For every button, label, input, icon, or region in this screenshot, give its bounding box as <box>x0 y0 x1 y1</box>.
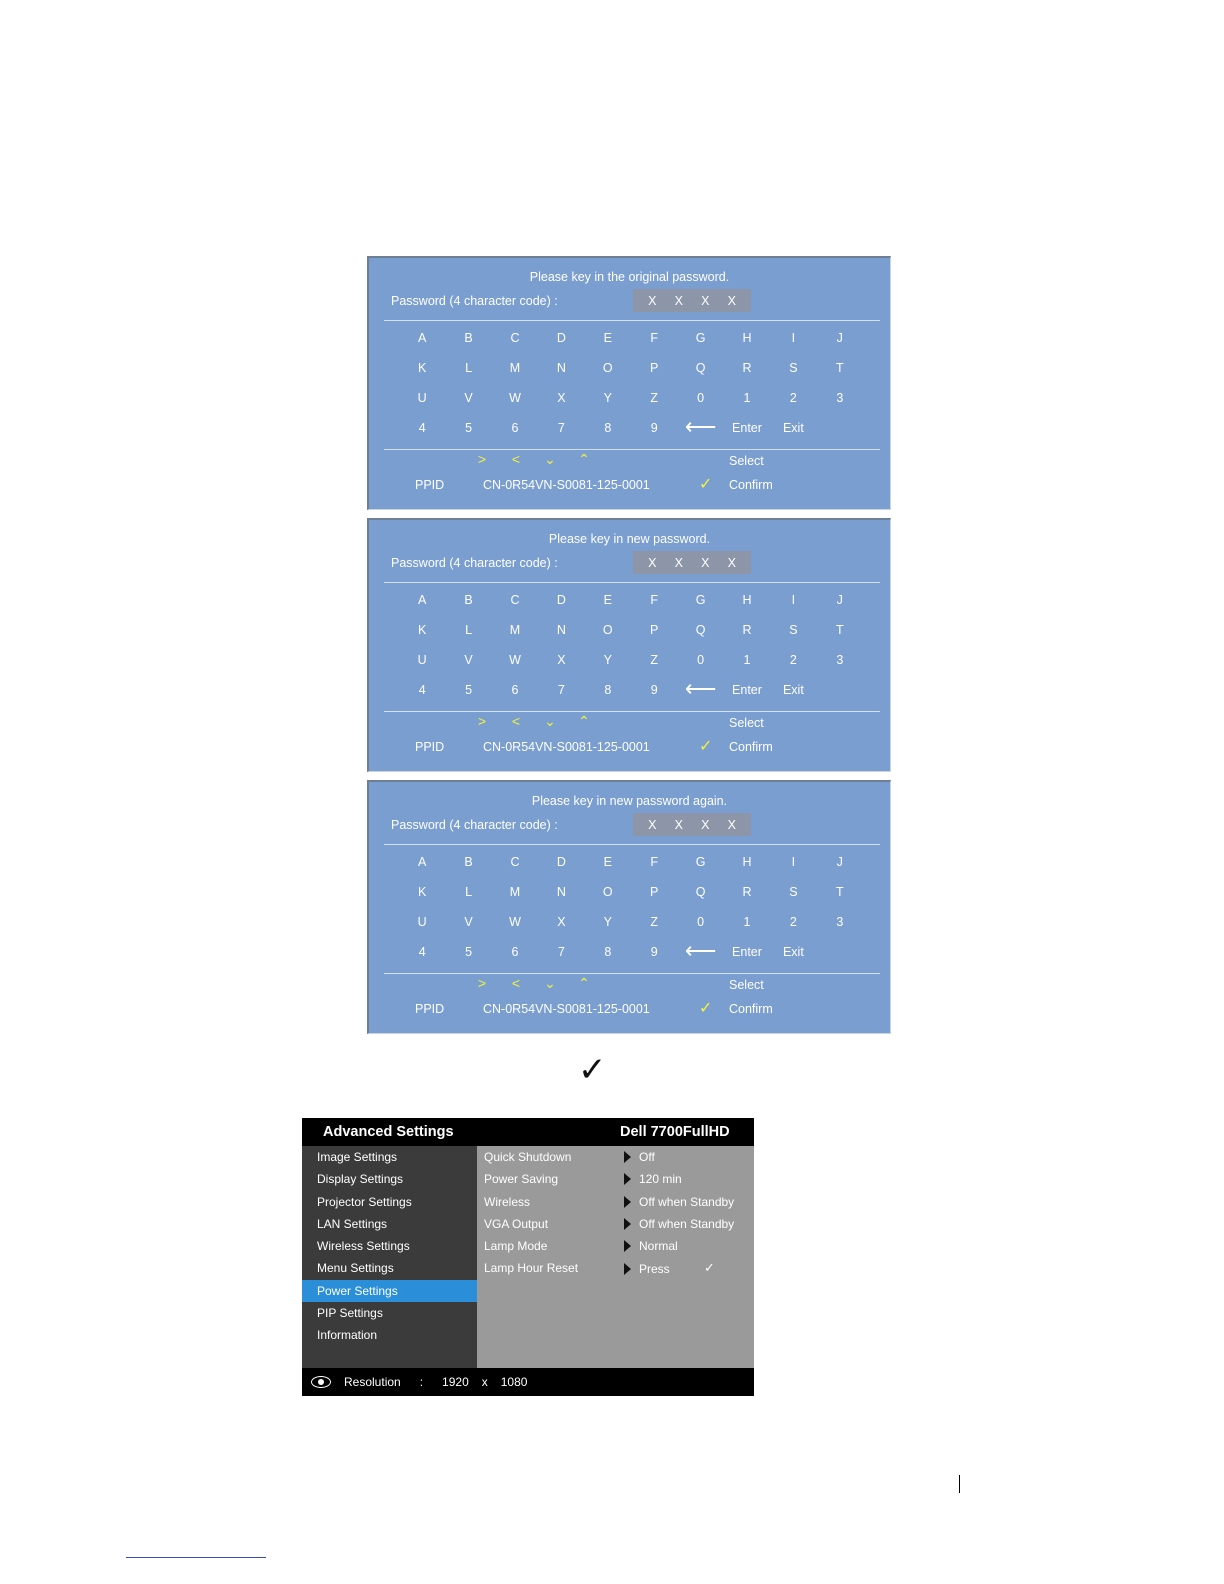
key-9[interactable]: 9 <box>650 945 658 959</box>
ppid-value: CN-0R54VN-S0081-125-0001 <box>483 740 650 754</box>
key-o[interactable]: O <box>602 885 613 899</box>
key-m[interactable]: M <box>509 361 521 375</box>
setting-value-text: Off when Standby <box>639 1194 735 1209</box>
key-b[interactable]: B <box>464 855 473 869</box>
nav-icons <box>474 451 592 468</box>
key-v[interactable]: V <box>464 653 473 667</box>
resolution-separator: : <box>419 1375 424 1389</box>
setting-value-text: Off when Standby <box>639 1217 735 1232</box>
key-j[interactable]: J <box>836 331 843 345</box>
key-d[interactable]: D <box>556 855 566 869</box>
key-x[interactable]: X <box>557 653 566 667</box>
key-b[interactable]: B <box>464 331 473 345</box>
up-arrow-icon: ⌃ <box>578 451 590 467</box>
key-y[interactable]: Y <box>603 653 612 667</box>
key-u[interactable]: U <box>417 915 427 929</box>
ppid-label: PPID <box>415 740 445 754</box>
key-1[interactable]: 1 <box>743 653 751 667</box>
dialog-title: Please key in new password again. <box>531 794 728 808</box>
key-0[interactable]: 0 <box>697 915 705 929</box>
key-f[interactable]: F <box>650 331 659 345</box>
osd-values-list <box>624 1146 754 1280</box>
play-arrow-icon <box>624 1196 631 1208</box>
play-arrow-icon <box>624 1151 631 1163</box>
key-7[interactable]: 7 <box>557 683 565 697</box>
key-2[interactable]: 2 <box>789 391 797 405</box>
key-c[interactable]: C <box>510 593 520 607</box>
check-icon: ✓ <box>699 1000 713 1017</box>
key-e[interactable]: E <box>603 593 612 607</box>
key-g[interactable]: G <box>695 593 706 607</box>
key-4[interactable]: 4 <box>418 683 426 697</box>
key-7[interactable]: 7 <box>557 421 565 435</box>
key-enter[interactable]: Enter <box>732 683 762 697</box>
setting-value-text: Off <box>639 1150 655 1165</box>
key-t[interactable]: T <box>835 361 844 375</box>
select-label: Select <box>729 716 764 730</box>
key-3[interactable]: 3 <box>836 653 844 667</box>
key-n[interactable]: N <box>556 885 566 899</box>
key-y[interactable]: Y <box>603 391 612 405</box>
key-enter[interactable]: Enter <box>732 945 762 959</box>
up-arrow-icon: ⌃ <box>578 713 590 729</box>
divider <box>384 449 880 450</box>
key-p[interactable]: P <box>650 361 659 375</box>
keyboard-grid <box>399 590 863 710</box>
menu-item-pip-settings[interactable]: PIP Settings <box>317 1306 383 1321</box>
key-exit[interactable]: Exit <box>782 683 804 697</box>
resolution-width: 1920 <box>442 1375 469 1389</box>
key-5[interactable]: 5 <box>465 421 473 435</box>
play-arrow-icon <box>624 1218 631 1230</box>
password-char: X <box>727 817 736 832</box>
menu-item-lan-settings[interactable]: LAN Settings <box>317 1216 388 1231</box>
key-4[interactable]: 4 <box>418 421 426 435</box>
menu-item-menu-settings[interactable]: Menu Settings <box>317 1261 394 1276</box>
key-6[interactable]: 6 <box>511 421 519 435</box>
setting-value[interactable] <box>624 1191 754 1213</box>
key-7[interactable]: 7 <box>557 945 565 959</box>
ppid-label: PPID <box>415 1002 445 1016</box>
ppid-value: CN-0R54VN-S0081-125-0001 <box>483 478 650 492</box>
setting-value[interactable] <box>624 1146 754 1168</box>
password-field[interactable] <box>633 289 751 312</box>
left-arrow-icon: < <box>511 713 521 729</box>
menu-item-image-settings[interactable]: Image Settings <box>317 1150 398 1164</box>
key-k[interactable]: K <box>418 623 427 637</box>
key-d[interactable]: D <box>556 593 566 607</box>
menu-item-display-settings[interactable]: Display Settings <box>317 1172 404 1187</box>
osd-footer <box>302 1368 754 1396</box>
key-0[interactable]: 0 <box>697 391 705 405</box>
password-char: X <box>648 293 657 308</box>
backspace-key[interactable]: ⟵ <box>684 938 717 963</box>
key-2[interactable]: 2 <box>789 915 797 929</box>
key-g[interactable]: G <box>695 855 706 869</box>
key-f[interactable]: F <box>650 593 659 607</box>
check-icon: ✓ <box>578 1050 607 1090</box>
divider <box>384 711 880 712</box>
setting-value-text: Normal <box>639 1239 678 1254</box>
password-label: Password (4 character code) : <box>391 294 558 308</box>
key-u[interactable]: U <box>417 391 427 405</box>
key-k[interactable]: K <box>418 361 427 375</box>
key-3[interactable]: 3 <box>836 391 844 405</box>
menu-item-projector-settings[interactable]: Projector Settings <box>317 1194 412 1209</box>
setting-value[interactable] <box>624 1168 754 1190</box>
key-z[interactable]: Z <box>650 653 659 667</box>
key-x[interactable]: X <box>557 391 566 405</box>
dialog-title: Please key in new password. <box>548 532 711 546</box>
key-9[interactable]: 9 <box>650 683 658 697</box>
key-l[interactable]: L <box>465 885 473 899</box>
advanced-settings-osd <box>302 1118 754 1396</box>
key-c[interactable]: C <box>510 855 520 869</box>
check-icon: ✓ <box>699 476 713 493</box>
confirm-label: Confirm <box>729 478 773 492</box>
confirm-label: Confirm <box>729 740 773 754</box>
play-arrow-icon <box>624 1240 631 1252</box>
password-char: X <box>674 555 683 570</box>
password-dialog <box>367 256 891 510</box>
key-2[interactable]: 2 <box>789 653 797 667</box>
divider <box>384 844 880 845</box>
key-h[interactable]: H <box>742 593 752 607</box>
menu-item-wireless-settings[interactable]: Wireless Settings <box>317 1239 410 1254</box>
setting-wireless[interactable]: Wireless <box>484 1194 531 1209</box>
resolution-x: x <box>481 1375 488 1389</box>
password-dialog <box>367 518 891 772</box>
password-field[interactable] <box>633 813 751 836</box>
key-l[interactable]: L <box>465 623 473 637</box>
key-x[interactable]: X <box>557 915 566 929</box>
password-char: X <box>701 817 710 832</box>
setting-power-saving[interactable]: Power Saving <box>484 1172 559 1187</box>
key-exit[interactable]: Exit <box>782 421 804 435</box>
ppid-label: PPID <box>415 478 445 492</box>
key-a[interactable]: A <box>418 855 427 869</box>
keyboard-grid <box>399 328 863 448</box>
setting-lamp-mode[interactable]: Lamp Mode <box>484 1239 548 1254</box>
key-m[interactable]: M <box>509 623 521 637</box>
key-h[interactable]: H <box>742 331 752 345</box>
key-q[interactable]: Q <box>695 361 706 375</box>
password-label: Password (4 character code) : <box>391 556 558 570</box>
backspace-key[interactable]: ⟵ <box>684 414 717 439</box>
key-1[interactable]: 1 <box>743 391 751 405</box>
select-label: Select <box>729 454 764 468</box>
nav-icons <box>474 975 592 992</box>
key-k[interactable]: K <box>418 885 427 899</box>
key-q[interactable]: Q <box>695 885 706 899</box>
key-s[interactable]: S <box>789 885 798 899</box>
key-f[interactable]: F <box>650 855 659 869</box>
key-0[interactable]: 0 <box>697 653 705 667</box>
key-l[interactable]: L <box>465 361 473 375</box>
key-v[interactable]: V <box>464 391 473 405</box>
resolution-label: Resolution <box>344 1375 401 1389</box>
key-b[interactable]: B <box>464 593 473 607</box>
key-a[interactable]: A <box>418 593 427 607</box>
key-3[interactable]: 3 <box>836 915 844 929</box>
key-z[interactable]: Z <box>650 391 659 405</box>
key-z[interactable]: Z <box>650 915 659 929</box>
key-a[interactable]: A <box>418 331 427 345</box>
key-9[interactable]: 9 <box>650 421 658 435</box>
key-r[interactable]: R <box>742 623 752 637</box>
play-arrow-icon <box>624 1263 631 1275</box>
key-s[interactable]: S <box>789 623 798 637</box>
password-char: X <box>648 817 657 832</box>
nav-icons <box>474 713 592 730</box>
key-r[interactable]: R <box>742 885 752 899</box>
password-char: X <box>701 555 710 570</box>
divider <box>384 320 880 321</box>
select-label: Select <box>729 978 764 992</box>
password-field[interactable] <box>633 551 751 574</box>
password-char: X <box>727 293 736 308</box>
key-y[interactable]: Y <box>603 915 612 929</box>
down-arrow-icon: ⌄ <box>544 975 556 991</box>
key-exit[interactable]: Exit <box>782 945 804 959</box>
key-i[interactable]: I <box>791 593 796 607</box>
password-char: X <box>674 293 683 308</box>
check-icon: ✓ <box>699 738 713 755</box>
key-u[interactable]: U <box>417 653 427 667</box>
key-w[interactable]: W <box>509 391 521 405</box>
key-i[interactable]: I <box>791 331 796 345</box>
right-arrow-icon: > <box>477 451 487 467</box>
setting-quick-shutdown[interactable]: Quick Shutdown <box>484 1150 572 1164</box>
osd-model: Dell 7700FullHD <box>620 1124 730 1140</box>
setting-value[interactable] <box>624 1257 754 1279</box>
menu-item-information[interactable]: Information <box>317 1328 378 1343</box>
osd-settings-list <box>484 1146 624 1280</box>
key-c[interactable]: C <box>510 331 520 345</box>
key-j[interactable]: J <box>836 855 843 869</box>
key-6[interactable]: 6 <box>511 683 519 697</box>
key-n[interactable]: N <box>556 623 566 637</box>
down-arrow-icon: ⌄ <box>544 451 556 467</box>
backspace-key[interactable]: ⟵ <box>684 676 717 701</box>
setting-value-text: Press <box>639 1261 670 1276</box>
key-m[interactable]: M <box>509 885 521 899</box>
key-e[interactable]: E <box>603 855 612 869</box>
divider <box>384 582 880 583</box>
key-5[interactable]: 5 <box>465 945 473 959</box>
key-h[interactable]: H <box>742 855 752 869</box>
key-t[interactable]: T <box>835 885 844 899</box>
key-4[interactable]: 4 <box>418 945 426 959</box>
keyboard-grid <box>399 852 863 972</box>
ppid-value: CN-0R54VN-S0081-125-0001 <box>483 1002 650 1016</box>
menu-item-power-settings[interactable]: Power Settings <box>302 1280 477 1302</box>
divider <box>384 973 880 974</box>
key-p[interactable]: P <box>650 623 659 637</box>
key-s[interactable]: S <box>789 361 798 375</box>
password-char: X <box>674 817 683 832</box>
down-arrow-icon: ⌄ <box>544 713 556 729</box>
key-8[interactable]: 8 <box>604 683 612 697</box>
osd-title: Advanced Settings <box>323 1124 454 1140</box>
play-arrow-icon <box>624 1173 631 1185</box>
left-arrow-icon: < <box>511 451 521 467</box>
key-n[interactable]: N <box>556 361 566 375</box>
right-arrow-icon: > <box>477 975 487 991</box>
osd-header <box>302 1118 754 1146</box>
setting-lamp-hour-reset[interactable]: Lamp Hour Reset <box>484 1261 579 1276</box>
key-d[interactable]: D <box>556 331 566 345</box>
setting-value[interactable] <box>624 1235 754 1257</box>
key-r[interactable]: R <box>742 361 752 375</box>
key-w[interactable]: W <box>509 653 521 667</box>
key-o[interactable]: O <box>602 623 613 637</box>
up-arrow-icon: ⌃ <box>578 975 590 991</box>
right-arrow-icon: > <box>477 713 487 729</box>
password-char: X <box>701 293 710 308</box>
key-5[interactable]: 5 <box>465 683 473 697</box>
password-dialog <box>367 780 891 1034</box>
key-q[interactable]: Q <box>695 623 706 637</box>
key-p[interactable]: P <box>650 885 659 899</box>
left-arrow-icon: < <box>511 975 521 991</box>
key-e[interactable]: E <box>603 331 612 345</box>
password-char: X <box>648 555 657 570</box>
key-8[interactable]: 8 <box>604 945 612 959</box>
source-icon <box>311 1376 331 1388</box>
resolution-height: 1080 <box>500 1375 528 1389</box>
setting-value-text: 120 min <box>639 1172 682 1187</box>
setting-value[interactable] <box>624 1213 754 1235</box>
dialog-title: Please key in the original password. <box>529 270 730 284</box>
footnote-rule <box>126 1557 266 1558</box>
key-1[interactable]: 1 <box>743 915 751 929</box>
confirm-label: Confirm <box>729 1002 773 1016</box>
key-g[interactable]: G <box>695 331 706 345</box>
key-v[interactable]: V <box>464 915 473 929</box>
key-j[interactable]: J <box>836 593 843 607</box>
osd-menu <box>302 1146 477 1368</box>
key-w[interactable]: W <box>509 915 521 929</box>
page-marker <box>959 1475 960 1493</box>
password-char: X <box>727 555 736 570</box>
key-t[interactable]: T <box>835 623 844 637</box>
key-enter[interactable]: Enter <box>732 421 762 435</box>
key-8[interactable]: 8 <box>604 421 612 435</box>
password-label: Password (4 character code) : <box>391 818 558 832</box>
key-6[interactable]: 6 <box>511 945 519 959</box>
key-o[interactable]: O <box>602 361 613 375</box>
key-i[interactable]: I <box>791 855 796 869</box>
lamp-reset-check-icon: ✓ <box>704 1260 715 1275</box>
setting-vga-output[interactable]: VGA Output <box>484 1216 549 1231</box>
